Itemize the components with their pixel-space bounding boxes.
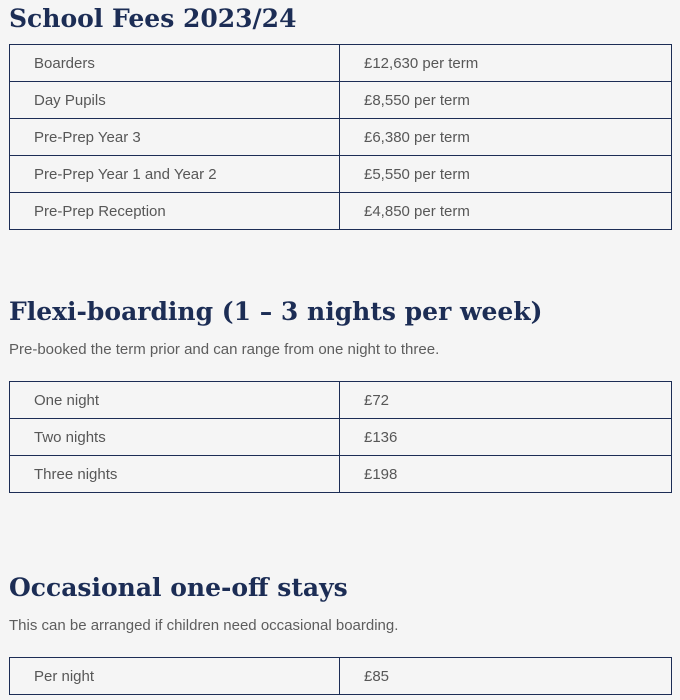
fee-value: £4,850 per term xyxy=(340,193,672,230)
fee-label: Pre-Prep Reception xyxy=(10,193,340,230)
fee-value: £12,630 per term xyxy=(340,45,672,82)
table-row xyxy=(10,658,672,695)
school-fees-table xyxy=(9,44,672,230)
table-row xyxy=(10,119,672,156)
fee-label: One night xyxy=(10,382,340,419)
flexi-boarding-table xyxy=(9,381,672,493)
school-fees-heading: School Fees 2023/24 xyxy=(9,4,297,33)
occasional-stays-heading: Occasional one-off stays xyxy=(9,573,348,602)
table-row xyxy=(10,45,672,82)
fee-value: £85 xyxy=(340,658,672,695)
table-row xyxy=(10,419,672,456)
fee-value: £136 xyxy=(340,419,672,456)
table-row xyxy=(10,156,672,193)
fee-label: Pre-Prep Year 3 xyxy=(10,119,340,156)
fee-value: £5,550 per term xyxy=(340,156,672,193)
fee-label: Day Pupils xyxy=(10,82,340,119)
table-row xyxy=(10,193,672,230)
fee-value: £72 xyxy=(340,382,672,419)
fee-value: £198 xyxy=(340,456,672,493)
fee-label: Boarders xyxy=(10,45,340,82)
flexi-boarding-heading: Flexi-boarding (1 – 3 nights per week) xyxy=(9,297,543,326)
fee-value: £8,550 per term xyxy=(340,82,672,119)
table-row xyxy=(10,456,672,493)
fee-label: Two nights xyxy=(10,419,340,456)
occasional-stays-description: This can be arranged if children need occasional boarding. xyxy=(9,617,399,634)
fee-label: Per night xyxy=(10,658,340,695)
flexi-boarding-description: Pre-booked the term prior and can range from one night to three. xyxy=(9,341,440,358)
fee-value: £6,380 per term xyxy=(340,119,672,156)
fee-label: Three nights xyxy=(10,456,340,493)
occasional-stays-table xyxy=(9,657,672,695)
fee-label: Pre-Prep Year 1 and Year 2 xyxy=(10,156,340,193)
table-row xyxy=(10,82,672,119)
table-row xyxy=(10,382,672,419)
